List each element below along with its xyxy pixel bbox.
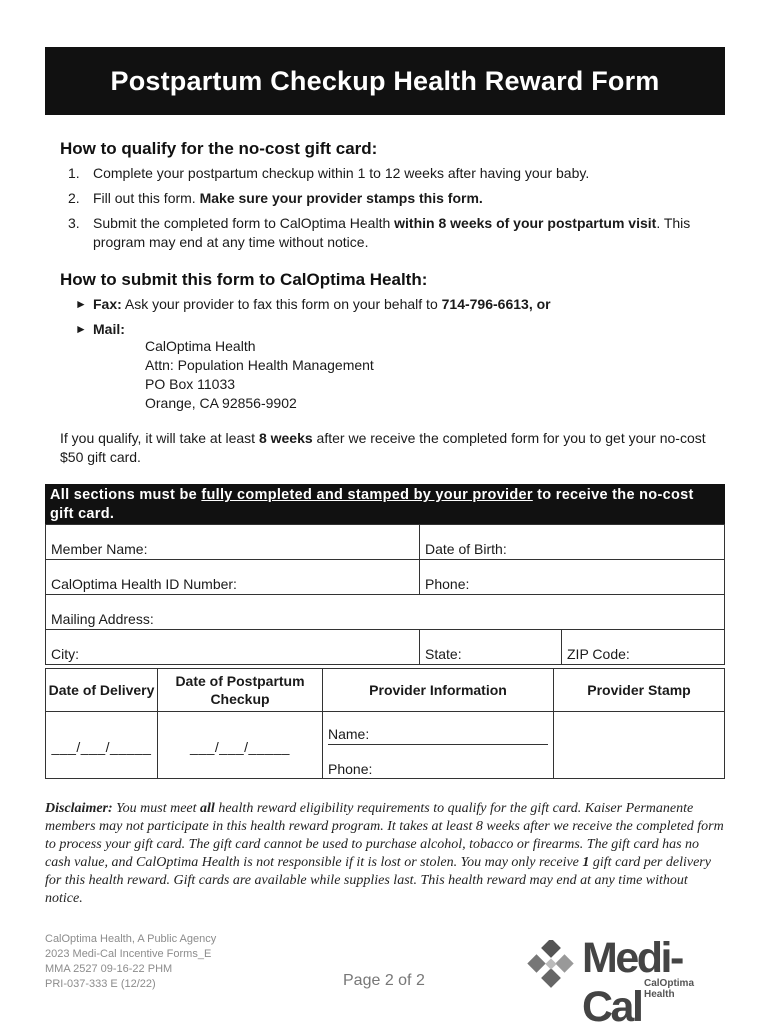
footer-info: CalOptima Health, A Public Agency 2023 Medi-Cal Incentive Forms_E MMA 2527 09-16-22 PHM PRI-037-333 E (12/22) <box>45 933 217 990</box>
provider-name-field[interactable]: Name: <box>328 726 548 745</box>
logo-subtitle: CalOptima Health <box>644 978 695 1000</box>
mail-row: ► Mail: <box>75 321 125 337</box>
qualify-note: If you qualify, it will take at least 8 weeks after we receive the completed form for you to get your no-cost $50 gift card. <box>60 430 706 465</box>
checkup-column: Date of Postpartum Checkup ___/___/_____ <box>157 669 322 778</box>
logo-mark-icon <box>527 940 579 992</box>
form-instructions-banner: All sections must be fully completed and stamped by your provider to receive the no-cost gift card. <box>45 484 725 524</box>
logo-wordmark: Medi-Cal <box>582 934 682 1024</box>
city-field[interactable]: City: <box>51 646 79 662</box>
member-info-form <box>45 524 725 665</box>
form-title: Postpartum Checkup Health Reward Form <box>110 65 660 96</box>
page-number: Page 2 of 2 <box>343 972 425 989</box>
delivery-column: Date of Delivery ___/___/_____ <box>46 669 157 778</box>
provider-stamp-column: Provider Stamp <box>553 669 724 778</box>
disclaimer: Disclaimer: You must meet all health reward eligibility requirements to qualify for the gift card. Kaiser Permanente members may not participate in this health reward program. It takes at least 8 weeks after we receive the completed form to process your gift card. The gift card cannot be used to purchase alcohol, tobacco or firearms. The gift card has no cash value, and CalOptima Health is not responsible if it is lost or stolen. You may only receive 1 gift card per delivery for this health reward. Gift cards are available while supplies last. This health reward may end at any time without notice. <box>45 801 724 906</box>
fax-row: ► Fax: Ask your provider to fax this form on your behalf to 714-796-6613, or <box>75 296 551 312</box>
delivery-date-field[interactable]: ___/___/_____ <box>51 739 152 755</box>
provider-phone-field[interactable]: Phone: <box>328 761 373 777</box>
phone-field[interactable]: Phone: <box>419 560 724 594</box>
qualify-heading: How to qualify for the no-cost gift card: <box>60 139 378 158</box>
member-name-field[interactable]: Member Name: <box>51 541 148 557</box>
state-field[interactable]: State: <box>419 630 561 664</box>
qualify-steps <box>68 164 728 258</box>
submit-heading: How to submit this form to CalOptima Health: <box>60 270 428 289</box>
step-item: 2. Fill out this form. Make sure your provider stamps this form. <box>68 190 483 206</box>
step-item: 1. Complete your postpartum checkup within 1 to 12 weeks after having your baby. <box>68 165 590 181</box>
dob-field[interactable]: Date of Birth: <box>419 525 724 559</box>
mailing-address-field[interactable]: Mailing Address: <box>51 611 154 627</box>
form-title-bar <box>45 47 725 115</box>
mailing-address-block: CalOptima Health Attn: Population Health Management PO Box 11033 Orange, CA 92856-9902 <box>145 338 374 411</box>
triangle-bullet-icon: ► <box>75 322 87 336</box>
zip-field[interactable]: ZIP Code: <box>561 630 724 664</box>
triangle-bullet-icon: ► <box>75 297 87 311</box>
provider-info-column: Provider Information Name: Phone: <box>322 669 553 778</box>
provider-grid <box>45 668 725 779</box>
medi-cal-logo <box>527 934 727 1024</box>
fax-number: 714-796-6613 <box>441 296 529 312</box>
step-item: 3. Submit the completed form to CalOptima Health within 8 weeks of your postpartum visit. This program may end at any time without notice. <box>68 215 691 250</box>
provider-stamp-area[interactable] <box>554 712 724 778</box>
checkup-date-field[interactable]: ___/___/_____ <box>190 739 290 755</box>
id-number-field[interactable]: CalOptima Health ID Number: <box>51 576 237 592</box>
